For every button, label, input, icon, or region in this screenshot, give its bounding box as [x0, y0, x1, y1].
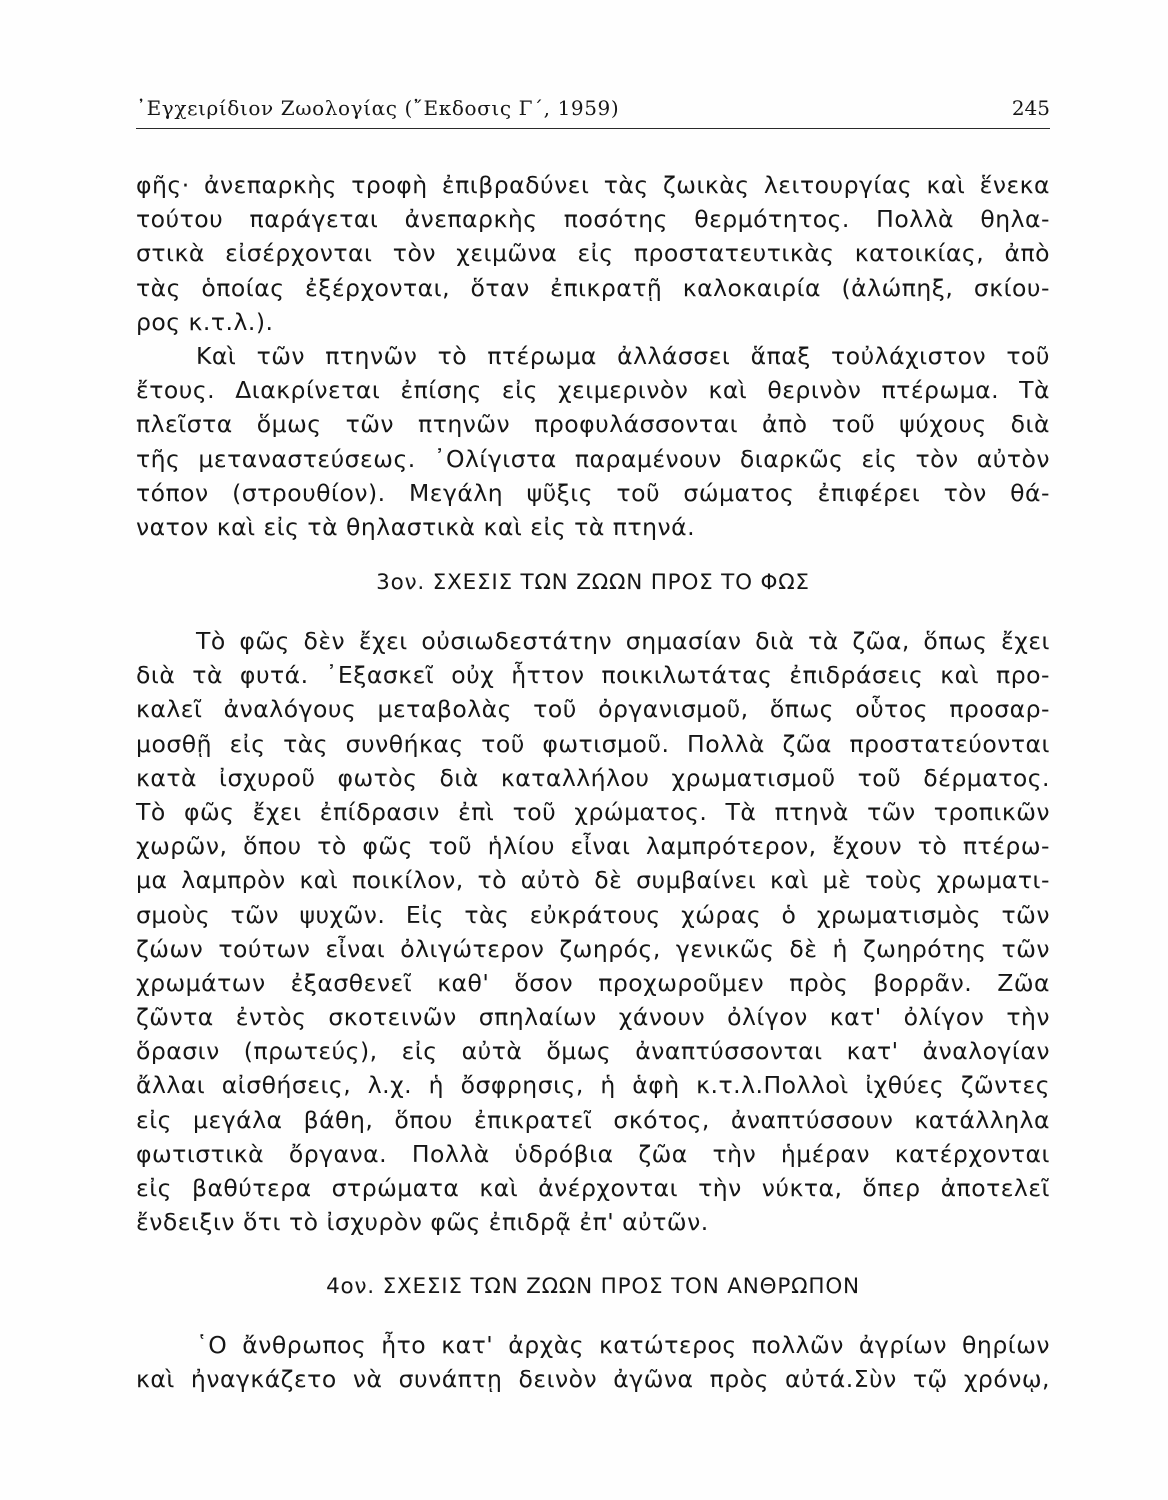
- text-line: χρωμάτων ἐξασθενεῖ καθ' ὅσον προχωροῦμεν πρὸς βορρᾶν. Ζῶα: [136, 968, 1050, 997]
- text-line: στικὰ εἰσέρχονται τὸν χειμῶνα εἰς προστατευτικὰς κατοικίας, ἀπὸ: [136, 239, 1050, 268]
- text-line: τὰς ὁποίας ἐξέρχονται, ὅταν ἐπικρατῇ καλοκαιρία (ἀλώπηξ, σκίου-: [136, 273, 1050, 302]
- text-line: σμοὺς τῶν ψυχῶν. Εἰς τὰς εὐκράτους χώρας ὁ χρωματισμὸς τῶν: [136, 900, 1050, 929]
- running-title: ᾿Εγχειρίδιον Ζωολογίας (῎Εκδοσις Γ΄, 1959): [136, 96, 620, 120]
- text-line: Καὶ τῶν πτηνῶν τὸ πτέρωμα ἀλλάσσει ἅπαξ τοὐλάχιστον τοῦ: [196, 342, 1050, 370]
- text-line: ῾Ο ἄνθρωπος ἦτο κατ' ἀρχὰς κατώτερος πολλῶν ἀγρίων θηρίων: [196, 1331, 1050, 1359]
- section-heading-light: 3ον. ΣΧΕΣΙΣ ΤΩΝ ΖΩΩΝ ΠΡΟΣ ΤΟ ΦΩΣ: [376, 570, 810, 595]
- text-line: καλεῖ ἀναλόγους μεταβολὰς τοῦ ὀργανισμοῦ, ὅπως οὗτος προσαρ-: [136, 695, 1050, 724]
- paragraph-humans: [136, 1328, 1050, 1396]
- text-line: μοσθῇ εἰς τὰς συνθήκας τοῦ φωτισμοῦ. Πολλὰ ζῶα προστατεύονται: [136, 729, 1050, 758]
- text-line: ζώων τούτων εἶναι ὀλιγώτερον ζωηρός, γενικῶς δὲ ἡ ζωηρότης τῶν: [136, 934, 1050, 963]
- running-header: [136, 92, 1050, 129]
- text-line: καὶ ἠναγκάζετο νὰ συνάπτῃ δεινὸν ἀγῶνα πρὸς αὐτά.Σὺν τῷ χρόνῳ,: [136, 1365, 1050, 1394]
- section-heading-humans: 4ον. ΣΧΕΣΙΣ ΤΩΝ ΖΩΩΝ ΠΡΟΣ ΤΟΝ ΑΝΘΡΩΠΟΝ: [326, 1274, 860, 1299]
- text-line: τόπον (στρουθίον). Μεγάλη ψῦξις τοῦ σώματος ἐπιφέρει τὸν θά-: [136, 478, 1050, 507]
- text-line: νατον καὶ εἰς τὰ θηλαστικὰ καὶ εἰς τὰ πτηνά.: [136, 512, 696, 541]
- text-line: εἰς μεγάλα βάθη, ὅπου ἐπικρατεῖ σκότος, ἀναπτύσσουν κατάλληλα: [136, 1105, 1050, 1134]
- text-line: ἔτους. Διακρίνεται ἐπίσης εἰς χειμερινὸν καὶ θερινὸν πτέρωμα. Τὰ: [136, 376, 1050, 405]
- text-line: ὅρασιν (πρωτεύς), εἰς αὐτὰ ὅμως ἀναπτύσσονται κατ' ἀναλογίαν: [136, 1037, 1050, 1066]
- text-line: τῆς μεταναστεύσεως. ᾿Ολίγιστα παραμένουν διαρκῶς εἰς τὸν αὐτὸν: [136, 444, 1050, 473]
- text-line: ρος κ.τ.λ.).: [136, 307, 274, 336]
- paragraph-birds-plumage: [136, 339, 1050, 544]
- paragraph-light: [136, 624, 1050, 1239]
- page-number: 245: [1011, 96, 1050, 120]
- text-line: πλεῖστα ὅμως τῶν πτηνῶν προφυλάσσονται ἀπὸ τοῦ ψύχους διὰ: [136, 410, 1050, 439]
- text-line: κατὰ ἰσχυροῦ φωτὸς διὰ καταλλήλου χρωματισμοῦ τοῦ δέρματος.: [136, 763, 1050, 792]
- text-line: ἔνδειξιν ὅτι τὸ ἰσχυρὸν φῶς ἐπιδρᾷ ἐπ' αὐτῶν.: [136, 1208, 709, 1237]
- text-line: ἄλλαι αἰσθήσεις, λ.χ. ἡ ὄσφρησις, ἡ ἁφὴ κ.τ.λ.Πολλοὶ ἰχθύες ζῶντες: [136, 1071, 1050, 1100]
- text-line: τούτου παράγεται ἀνεπαρκὴς ποσότης θερμότητος. Πολλὰ θηλα-: [136, 205, 1050, 234]
- paragraph-nutrition-continued: [136, 168, 1050, 339]
- text-line: φωτιστικὰ ὄργανα. Πολλὰ ὑδρόβια ζῶα τὴν ἡμέραν κατέρχονται: [136, 1139, 1050, 1168]
- text-line: Τὸ φῶς δὲν ἔχει οὐσιωδεστάτην σημασίαν διὰ τὰ ζῶα, ὅπως ἔχει: [196, 627, 1050, 655]
- text-line: διὰ τὰ φυτά. ᾿Εξασκεῖ οὐχ ἧττον ποικιλωτάτας ἐπιδράσεις καὶ προ-: [136, 661, 1050, 690]
- text-line: ζῶντα ἐντὸς σκοτεινῶν σπηλαίων χάνουν ὀλίγον κατ' ὀλίγον τὴν: [136, 1003, 1050, 1032]
- text-line: μα λαμπρὸν καὶ ποικίλον, τὸ αὐτὸ δὲ συμβαίνει καὶ μὲ τοὺς χρωματι-: [136, 866, 1050, 895]
- text-line: εἰς βαθύτερα στρώματα καὶ ἀνέρχονται τὴν νύκτα, ὅπερ ἀποτελεῖ: [136, 1174, 1050, 1202]
- text-line: χωρῶν, ὅπου τὸ φῶς τοῦ ἡλίου εἶναι λαμπρότερον, ἔχουν τὸ πτέρω-: [136, 832, 1050, 861]
- text-line: Τὸ φῶς ἔχει ἐπίδρασιν ἐπὶ τοῦ χρώματος. Τὰ πτηνὰ τῶν τροπικῶν: [136, 797, 1050, 826]
- text-line: φῆς· ἀνεπαρκὴς τροφὴ ἐπιβραδύνει τὰς ζωικὰς λειτουργίας καὶ ἕνεκα: [136, 171, 1050, 199]
